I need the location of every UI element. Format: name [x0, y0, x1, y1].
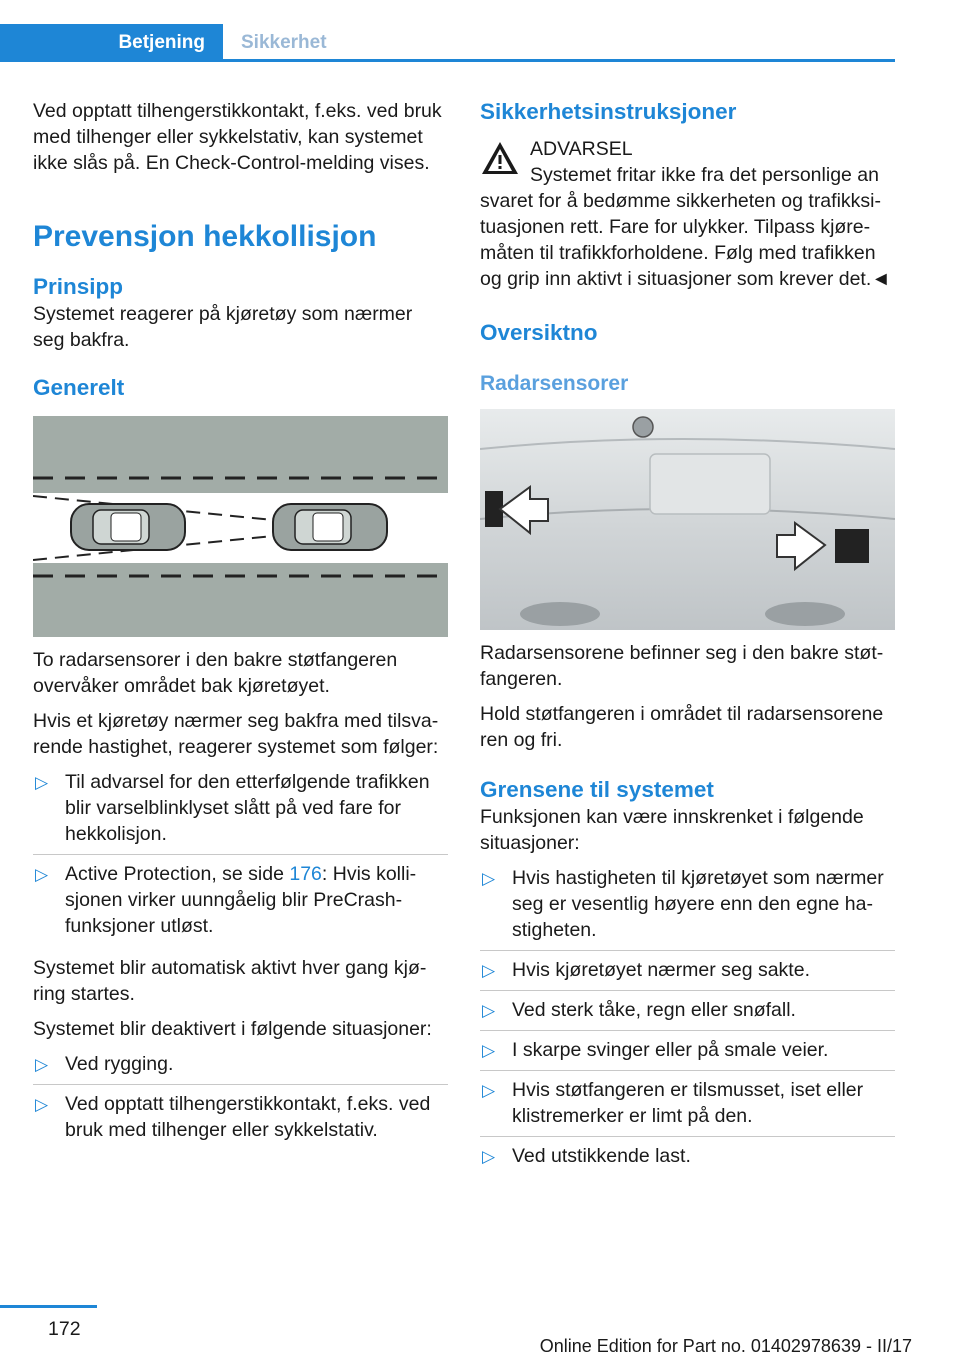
triangle-bullet-icon: ▷: [35, 1095, 49, 1114]
footer-rule: [0, 1305, 97, 1308]
triangle-bullet-icon: ▷: [482, 961, 496, 980]
list-item: ▷ Hvis hastigheten til kjøretøyet som nærmer seg er vesentlig høyere enn den egne hastigheten.: [480, 865, 895, 951]
safety-heading: Sikkerhetsinstruksjoner: [480, 99, 737, 124]
list-item: ▷ Ved rygging.: [33, 1051, 448, 1085]
list-item: ▷ Ved opptatt tilhengerstikkontakt, f.eks. ved bruk med tilhenger eller sykkelstativ.: [35, 1093, 431, 1141]
triangle-bullet-icon: ▷: [35, 1055, 49, 1074]
triangle-bullet-icon: ▷: [35, 865, 49, 884]
limits-heading: Grensene til systemet: [480, 777, 714, 802]
general-heading: Generelt: [33, 375, 125, 400]
list-item: ▷ Ved sterk tåke, regn eller snøfall.: [480, 997, 895, 1031]
list-item: ▷ Active Protection, se side 176: Hvis kollisjonen virker uunngåelig blir PreCrash-funksjoner utløst.: [35, 863, 417, 937]
right-column: [480, 98, 895, 1185]
list-item: ▷ Ved utstikkende last.: [480, 1143, 895, 1176]
deactivation-paragraph: Systemet blir deaktivert i følgende situasjoner:: [33, 1018, 432, 1040]
reaction-list: [33, 769, 448, 946]
warning-text: svaret for å bedømme sikkerheten og trafikksituasjonen rett. Fare for ulykker. Tilpass kjøremåten til trafikkforholdene. Følg med trafikken og grip inn aktivt i situasjoner som krever det.◄: [480, 190, 891, 290]
deactivation-list: [33, 1051, 448, 1150]
warning-label: ADVARSEL: [530, 138, 633, 160]
general-paragraph-2: Hvis et kjøretøy nærmer seg bakfra med tilsvarende hastighet, reagerer systemet som følger:: [33, 710, 439, 758]
edition-note: Online Edition for Part no. 01402978639 - II/17: [539, 1336, 912, 1356]
radar-sensor-photo: [480, 409, 895, 630]
limits-paragraph: Funksjonen kan være innskrenket i følgende situasjoner:: [480, 806, 864, 854]
triangle-bullet-icon: ▷: [482, 1147, 496, 1166]
page-link[interactable]: 176: [289, 863, 322, 885]
triangle-bullet-icon: ▷: [35, 773, 49, 792]
own-car-icon: [273, 504, 387, 550]
tab-sikkerhet[interactable]: Sikkerhet: [241, 32, 327, 53]
principle-paragraph: Systemet reagerer på kjøretøy som nærmer seg bakfra.: [33, 303, 413, 351]
left-column: [33, 98, 448, 1159]
tab-betjening[interactable]: Betjening: [0, 24, 223, 62]
list-item: ▷ Hvis kjøretøyet nærmer seg sakte.: [480, 957, 895, 991]
triangle-bullet-icon: ▷: [482, 1041, 496, 1060]
list-item: ▷ I skarpe svinger eller på smale veier.: [480, 1037, 895, 1071]
section-tabs: [0, 24, 895, 62]
principle-heading: Prinsipp: [33, 274, 124, 299]
list-item: ▷ Hvis støtfangeren er tilsmusset, iset eller klistremerker er limt på den.: [480, 1077, 895, 1137]
triangle-bullet-icon: ▷: [482, 1001, 496, 1020]
rear-collision-illustration: [33, 416, 448, 637]
warning-block: [480, 136, 895, 188]
radar-heading: Radarsensorer: [480, 372, 629, 395]
radar-paragraph-2: Hold støtfangeren i området til radarsensorene ren og fri.: [480, 703, 884, 751]
triangle-bullet-icon: ▷: [482, 1081, 496, 1100]
general-paragraph-1: To radarsensorer i den bakre støtfangeren overvåker området bak kjøretøyet.: [33, 649, 398, 697]
page-title: Prevensjon hekkollisjon: [33, 220, 377, 253]
warning-triangle-icon: [480, 140, 520, 176]
auto-active-paragraph: Systemet blir automatisk aktivt hver gang kjøring startes.: [33, 957, 427, 1005]
limits-list: [480, 865, 895, 1176]
list-item: ▷ Til advarsel for den etterfølgende trafikken blir varselblinklyset slått på ved fare for hekkolisjon.: [33, 769, 448, 855]
intro-paragraph: Ved opptatt tilhengerstikkontakt, f.eks. ved bruk med tilhenger eller sykkelstativ, kan systemet ikke slås på. En Check-Control-melding vises.: [33, 100, 442, 174]
tab-underline: [223, 59, 895, 62]
radar-paragraph-1: Radarsensorene befinner seg i den bakre støtfangeren.: [480, 642, 884, 690]
warning-text-first: Systemet fritar ikke fra det personlige an: [530, 164, 879, 186]
triangle-bullet-icon: ▷: [482, 869, 496, 888]
overview-heading: Oversiktno: [480, 320, 598, 345]
following-car-icon: [71, 504, 185, 550]
page-number: 172: [48, 1318, 81, 1340]
